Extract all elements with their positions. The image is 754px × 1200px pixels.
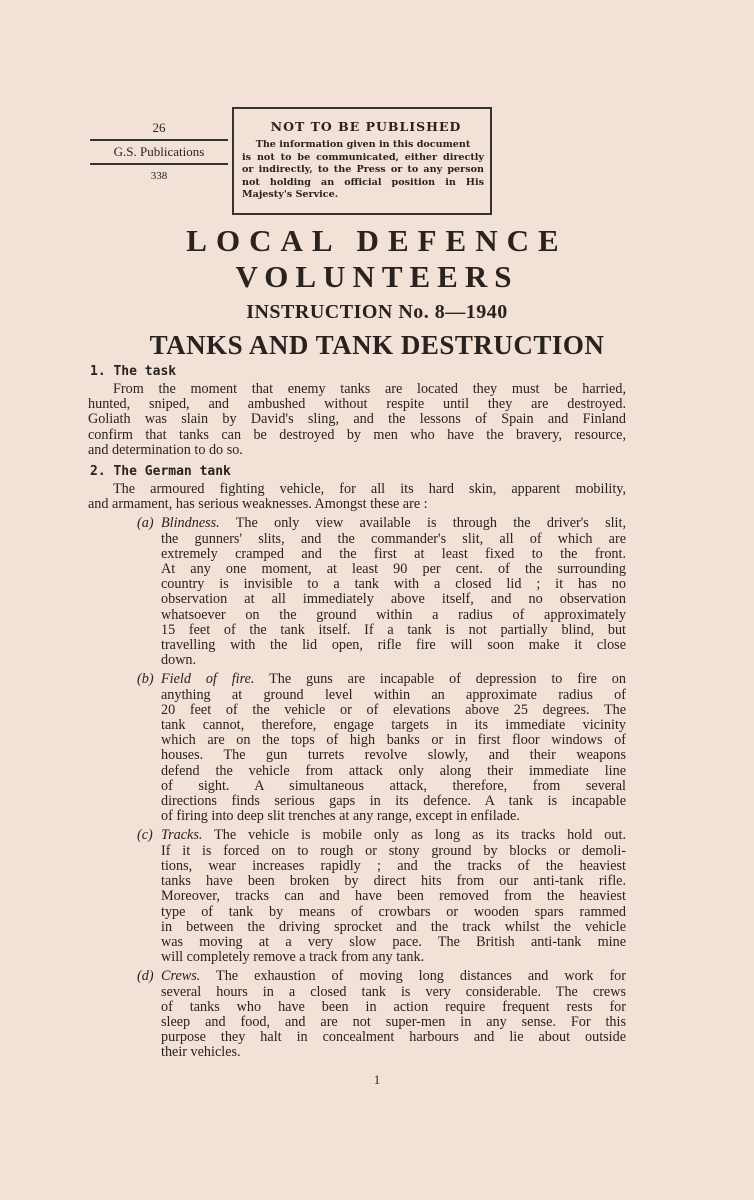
text-line: Moreover, tracks can and have been removed from the heaviest (161, 888, 626, 905)
text-line: defend the vehicle from attack only along their immediate line (161, 762, 626, 779)
text-line: their vehicles. (161, 1044, 241, 1061)
item-label: (c) (137, 827, 153, 844)
text-line: anything at ground level within an approximate radius of (161, 686, 626, 703)
notice-line: not holding an official position in His (242, 176, 484, 188)
text-line-content: The only view available is through the driver's slit, (235, 515, 626, 532)
text-line: the gunners' slits, and the commander's slit, all of which are (161, 530, 626, 547)
text-line: If it is forced on to rough or stony ground by blocks or demoli- (161, 842, 626, 859)
text-line (161, 828, 626, 843)
notice-line: or indirectly, to the Press or to any person (242, 164, 484, 175)
item-body (161, 672, 626, 824)
text-line: of tanks who have been in action require frequent rests for (161, 998, 626, 1015)
text-line-content: The exhaustion of moving long distances and work for (216, 968, 627, 985)
text-line: in between the driving sprocket and the track whilst the vehicle (161, 918, 626, 935)
text-line (161, 672, 626, 687)
section-2-paragraph (88, 482, 626, 512)
notice-line: The information given in this document (255, 139, 471, 150)
text-line: tank cannot, therefore, engage targets in its immediate vicinity (161, 717, 626, 734)
text-line (161, 516, 626, 531)
text-line-content: The vehicle is mobile only as long as its tracks hold out. (214, 827, 626, 844)
text-line: several hours in a closed tank is very considerable. The crews (161, 983, 626, 1000)
reference-number-top: 26 (152, 120, 166, 135)
text-line: tanks have been broken by direct hits from our anti-tank rifle. (161, 873, 626, 890)
text-line: At any one moment, at least 90 per cent. of the surrounding (161, 561, 626, 578)
text-line: tions, wear increases rapidly ; and the tracks of the heaviest (161, 857, 626, 874)
text-line: Goliath was slain by David's sling, and the lessons of Spain and Finland (88, 411, 626, 428)
text-line: houses. The gun turrets revolve slowly, and their weapons (161, 747, 626, 764)
text-line: whatsoever on the ground within a radius of approximately (161, 606, 626, 623)
text-line: which are on the tops of high banks or in first floor windows of (161, 732, 626, 749)
item-crews (137, 969, 626, 1060)
item-title: Crews. (161, 968, 201, 985)
text-line: and determination to do so. (88, 441, 243, 458)
notice-title: NOT TO BE PUBLISHED (270, 119, 462, 134)
text-line: of sight. A simultaneous attack, therefore, from several (161, 777, 626, 794)
section-1-heading: 1. The task (90, 364, 177, 379)
restriction-notice (232, 107, 492, 215)
text-line: was moving at a very slow pace. The British anti-tank mine (161, 933, 626, 950)
page-number: 1 (373, 1072, 381, 1087)
section-1-paragraph (88, 382, 626, 458)
title-line-1: LOCAL DEFENCE (186, 223, 568, 258)
text-line: 15 feet of the tank itself. If a tank is not partially blind, but (161, 621, 626, 638)
item-body (161, 969, 626, 1060)
notice-line: is not to be communicated, either directly (242, 151, 484, 163)
text-line-content: The guns are incapable of depression to fire on (269, 671, 626, 688)
document-body (88, 364, 626, 1061)
item-body (161, 516, 626, 668)
notice-text (242, 139, 490, 202)
item-tracks (137, 828, 626, 965)
text-line: will completely remove a track from any tank. (161, 949, 425, 966)
item-label: (d) (137, 968, 154, 985)
text-line: of firing into deep slit trenches at any range, except in enfilade. (161, 808, 520, 825)
item-field-of-fire (137, 672, 626, 824)
text-line: down. (161, 652, 197, 669)
text-line: observation at all immediately above itself, and no observation (161, 591, 626, 608)
section-2-heading: 2. The German tank (90, 464, 231, 480)
text-line: hunted, sniped, and ambushed without respite until they are destroyed. (88, 396, 626, 413)
item-blindness (137, 516, 626, 668)
text-line: type of tank by means of crowbars or wooden spars rammed (161, 903, 626, 920)
text-line: confirm that tanks can be destroyed by men who have the bravery, resource, (88, 426, 626, 443)
instruction-number: INSTRUCTION No. 8—1940 (246, 301, 508, 323)
item-title: Tracks. (161, 827, 203, 844)
text-line: travelling with the lid open, rifle fire will soon make it close (161, 637, 626, 654)
text-line: and armament, has serious weaknesses. Amongst these are : (88, 496, 428, 513)
text-line: purpose they halt in concealment harbours and lie about outside (161, 1029, 626, 1046)
item-label: (a) (137, 515, 154, 532)
item-body (161, 828, 626, 965)
item-title: Blindness. (161, 515, 220, 532)
item-label: (b) (137, 671, 154, 688)
text-line (161, 969, 626, 984)
text-line: extremely cramped and the first at least fixed to the front. (161, 545, 626, 562)
text-line: directions finds serious gaps in its defence. A tank is incapable (161, 793, 626, 810)
text-line: sleep and food, and are not super-men in any sense. For this (161, 1013, 626, 1030)
item-title: Field of fire. (161, 671, 255, 688)
publication-series: G.S. Publications (113, 144, 205, 159)
notice-line: Majesty's Service. (242, 189, 339, 200)
text-line: From the moment that enemy tanks are located they must be harried, (113, 381, 626, 397)
text-line: country is invisible to a tank with a closed lid ; it has no (161, 576, 626, 593)
text-line: 20 feet of the vehicle or of elevations above 25 degrees. The (161, 701, 626, 718)
reference-number-bottom: 338 (150, 170, 168, 182)
publication-reference (90, 116, 228, 187)
document-subject: TANKS AND TANK DESTRUCTION (149, 330, 605, 360)
text-line: The armoured fighting vehicle, for all its hard skin, apparent mobility, (113, 481, 626, 498)
title-line-2: VOLUNTEERS (235, 259, 519, 294)
